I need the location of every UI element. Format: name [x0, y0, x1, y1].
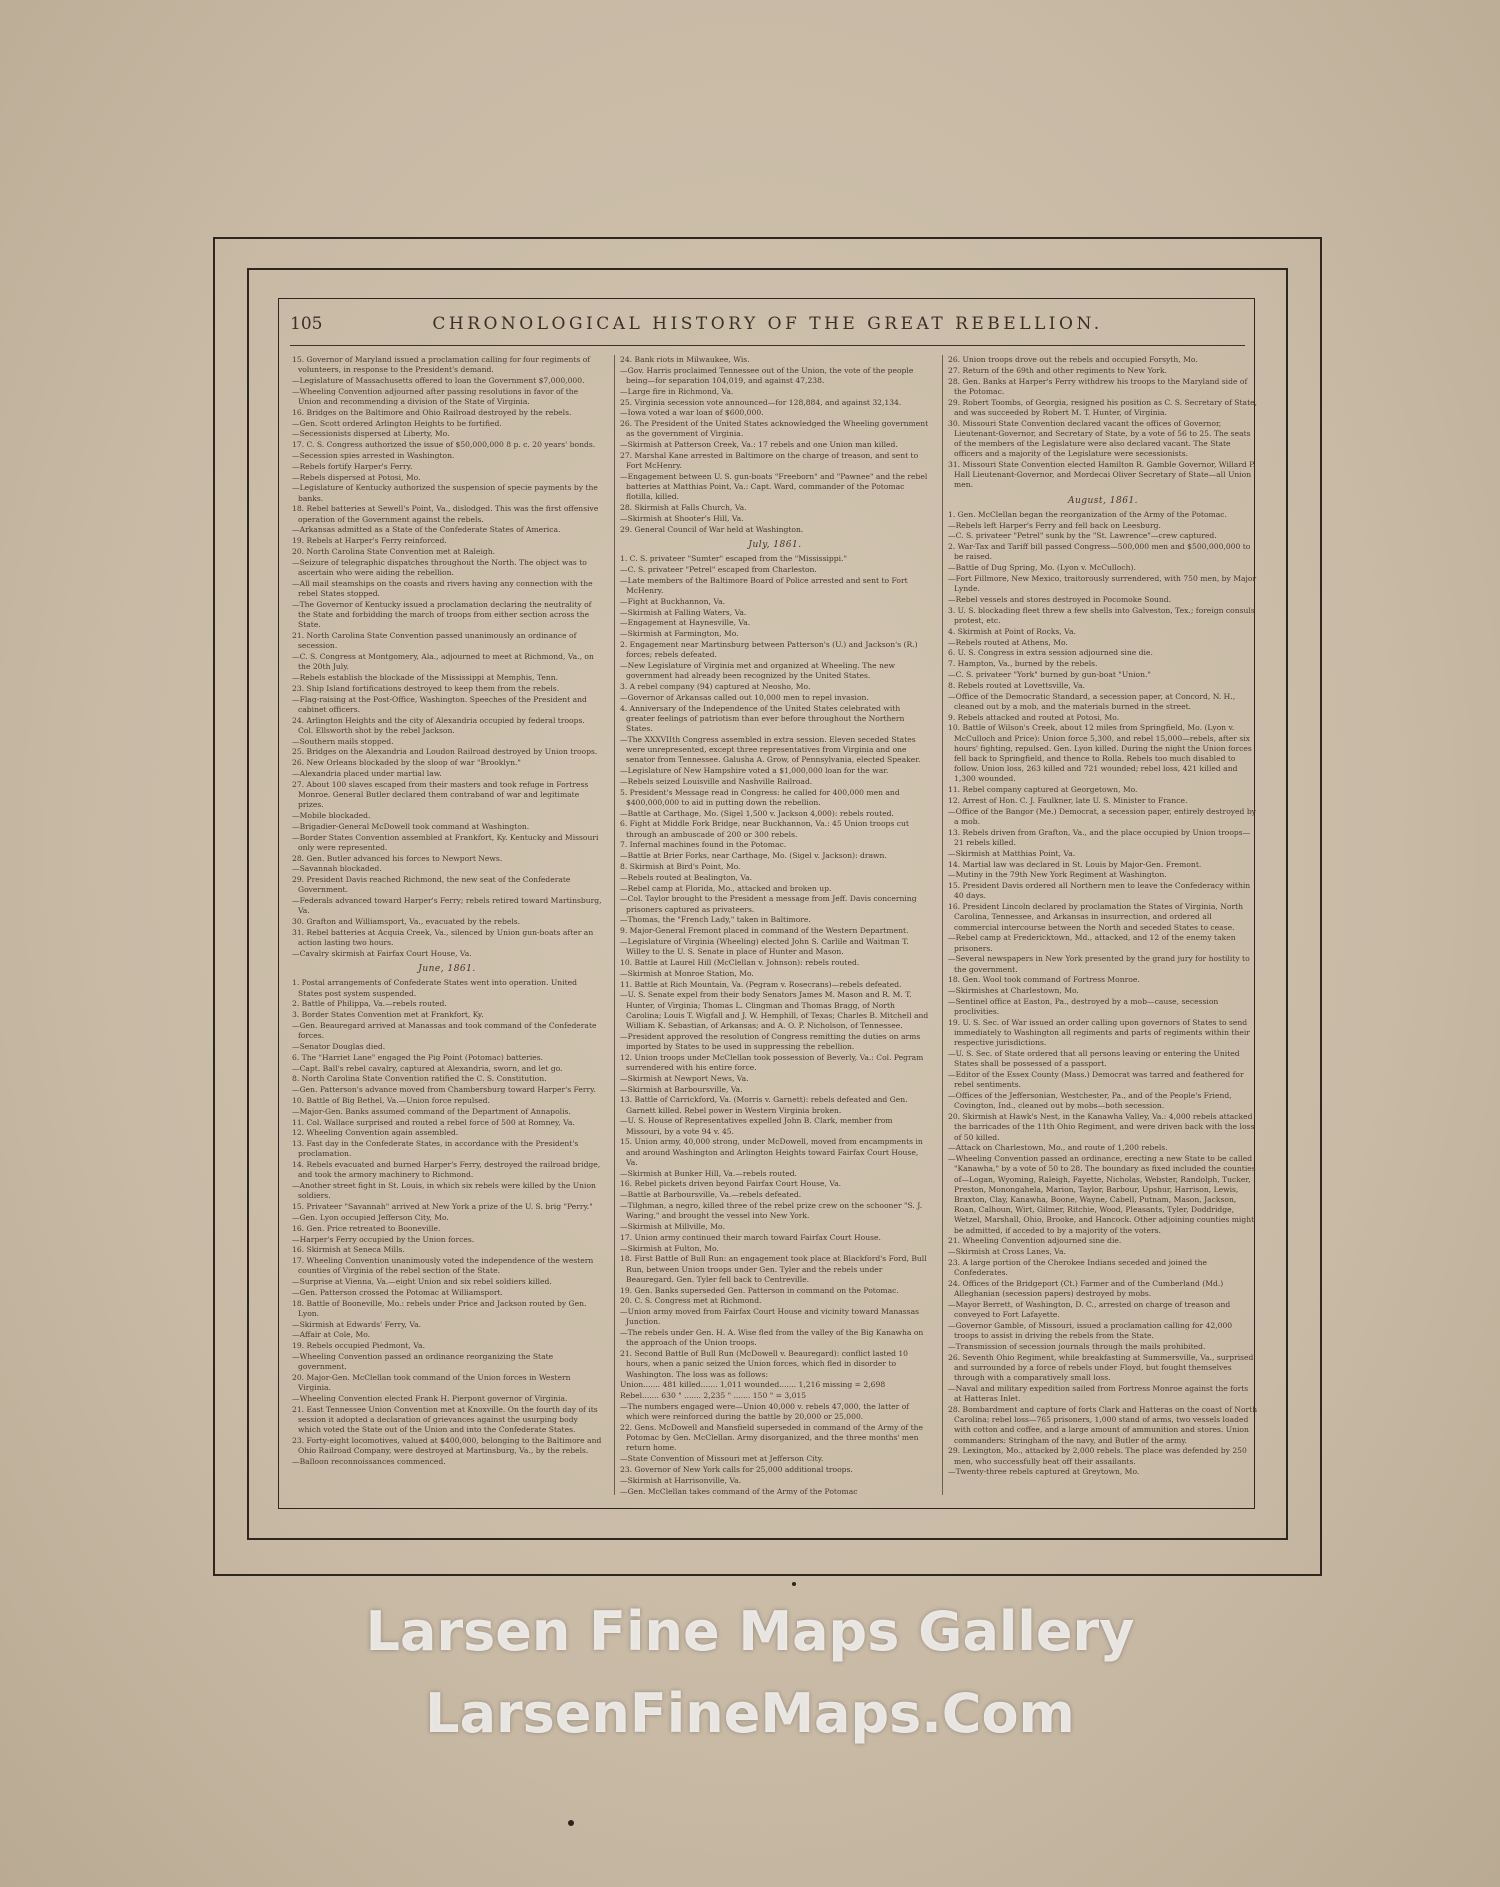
chronology-entry: 8. North Carolina State Convention ratified the C. S. Constitution.: [292, 1074, 547, 1084]
chronology-entry: 27. About 100 slaves escaped from their masters and took refuge in Fortress Monroe. General Butler declared them contraband of war and legitimate prizes.: [292, 779, 589, 810]
chronology-entry: 16. Gen. Price retreated to Booneville.: [292, 1223, 441, 1233]
chronology-entry: —Skirmish at Falling Waters, Va.: [620, 607, 747, 617]
chronology-entry: 23. Forty-eight locomotives, valued at $400,000, belonging to the Baltimore and Ohio Railroad Company, were destroyed at Martinsburg, Va., by the rebels.: [292, 1436, 602, 1456]
chronology-entry: —Skirmish at Fulton, Mo.: [620, 1243, 719, 1253]
chronology-entry: 6. The "Harriet Lane" engaged the Pig Point (Potomac) batteries.: [292, 1052, 544, 1062]
chronology-entry: —Transmission of secession journals through the mails prohibited.: [948, 1341, 1206, 1351]
chronology-entry: 20. North Carolina State Convention met at Raleigh.: [292, 546, 496, 556]
page-title: CHRONOLOGICAL HISTORY OF THE GREAT REBELLION.: [432, 314, 1103, 334]
chronology-entry: 15. Union army, 40,000 strong, under McDowell, moved from encampments in and around Washington and Arlington Heights toward Fairfax Court House, Va.: [620, 1137, 923, 1167]
chronology-entry: 28. Gen. Butler advanced his forces to Newport News.: [292, 853, 503, 863]
chronology-entry: 26. Seventh Ohio Regiment, while breakfasting at Summersville, Va., surprised and surrounded by a force of rebels under Floyd, but fought themselves through with a comparatively small loss.: [948, 1352, 1254, 1383]
chronology-entry: 28. Gen. Banks at Harper's Ferry withdrew his troops to the Maryland side of the Potomac.: [948, 376, 1248, 396]
chronology-entry: 29. President Davis reached Richmond, the new seat of the Confederate Government.: [292, 875, 571, 895]
chronology-entry: 13. Rebels driven from Grafton, Va., and the place occupied by Union troops—21 rebels killed.: [948, 827, 1251, 847]
chronology-entry: 15. Privateer "Savannah" arrived at New York a prize of the U. S. brig "Perry.": [292, 1202, 593, 1212]
month-heading: July, 1861.: [748, 539, 802, 550]
chronology-entry: —Another street fight in St. Louis, in which six rebels were killed by the Union soldiers.: [292, 1181, 596, 1201]
chronology-entry: 26. New Orleans blockaded by the sloop of war "Brooklyn.": [292, 758, 521, 768]
chronology-entry: —Brigadier-General McDowell took command at Washington.: [292, 821, 530, 831]
chronology-entry: 4. Skirmish at Point of Rocks, Va.: [948, 626, 1076, 636]
chronology-entry: —Skirmish at Harrisonville, Va.: [620, 1475, 742, 1485]
chronology-entry: —Sentinel office at Easton, Pa., destroyed by a mob—cause, secession proclivities.: [948, 996, 1219, 1017]
chronology-entry: —Mutiny in the 79th New York Regiment at Washington.: [948, 870, 1167, 880]
column-3: [948, 355, 1258, 1495]
chronology-entry: 3. Border States Convention met at Frankfort, Ky.: [292, 1010, 484, 1020]
chronology-entry: —Rebels routed at Bealington, Va.: [620, 872, 753, 882]
chronology-entry: —Governor Gamble, of Missouri, issued a proclamation calling for 42,000 troops to assist in driving the rebels from the State.: [948, 1320, 1233, 1341]
chronology-entry: —Seizure of telegraphic dispatches throughout the North. The object was to ascertain who were aiding the rebellion.: [292, 557, 587, 577]
chronology-entry: —Skirmish at Monroe Station, Mo.: [620, 968, 754, 978]
chronology-entry: Union....... 481 killed....... 1,011 wounded....... 1,216 missing = 2,698: [620, 1380, 886, 1390]
chronology-entry: 18. Gen. Wool took command of Fortress Monroe.: [948, 975, 1140, 985]
chronology-entry: 18. Rebel batteries at Sewell's Point, Va., dislodged. This was the first offensive operation of the Government against the rebels.: [292, 504, 599, 524]
chronology-entry: —C. S. Congress at Montgomery, Ala., adjourned to meet at Richmond, Va., on the 20th July.: [292, 651, 594, 672]
chronology-entry: —Capt. Ball's rebel cavalry, captured at Alexandria, sworn, and let go.: [292, 1063, 563, 1073]
chronology-entry: 11. Battle at Rich Mountain, Va. (Pegram v. Rosecrans)—rebels defeated.: [620, 979, 902, 989]
chronology-entry: 2. Engagement near Martinsburg between Patterson's (U.) and Jackson's (R.) forces; rebels defeated.: [620, 639, 918, 660]
chronology-entry: —Secession spies arrested in Washington.: [292, 450, 455, 460]
chronology-entry: 15. President Davis ordered all Northern men to leave the Confederacy within 40 days.: [948, 881, 1251, 901]
chronology-entry: 21. East Tennessee Union Convention met at Knoxville. On the fourth day of its session it adopted a declaration of grievances against the usurping body which voted the State out of the Union and into the Confederate States.: [292, 1404, 598, 1435]
chronology-entry: 19. Gen. Banks superseded Gen. Patterson in command on the Potomac.: [620, 1285, 899, 1295]
chronology-entry: —Mayor Berrett, of Washington, D. C., arrested on charge of treason and conveyed to Fort Lafayette.: [948, 1299, 1231, 1320]
chronology-entry: 9. Rebels attacked and routed at Potosi, Mo.: [948, 712, 1120, 722]
chronology-entry: 16. Bridges on the Baltimore and Ohio Railroad destroyed by the rebels.: [292, 407, 572, 417]
chronology-entry: 13. Battle of Carrickford, Va. (Morris v. Garnett): rebels defeated and Gen. Garnett killed. Rebel power in Western Virginia broken.: [620, 1095, 908, 1115]
chronology-entry: —Office of the Bangor (Me.) Democrat, a secession paper, entirely destroyed by a mob.: [948, 806, 1256, 826]
chronology-entry: —Skirmish at Newport News, Va.: [620, 1073, 749, 1083]
chronology-entry: —Arkansas admitted as a State of the Confederate States of America.: [292, 525, 561, 535]
chronology-entry: 7. Hampton, Va., burned by the rebels.: [948, 659, 1098, 669]
chronology-entry: 29. Robert Toombs, of Georgia, resigned his position as C. S. Secretary of State, and was succeeded by Robert M. T. Hunter, of Virginia.: [948, 397, 1258, 417]
chronology-entry: —Several newspapers in New York presented by the grand jury for hostility to the government.: [948, 954, 1250, 974]
chronology-entry: 27. Return of the 69th and other regiments to New York.: [948, 365, 1168, 375]
chronology-entry: —Gov. Harris proclaimed Tennessee out of the Union, the vote of the people being—for separation 104,019, and against 47,238.: [620, 365, 914, 385]
chronology-entry: —The Governor of Kentucky issued a proclamation declaring the neutrality of the State and forbidding the march of troops from either section across the State.: [292, 599, 592, 630]
chronology-entry: 17. Wheeling Convention unanimously voted the independence of the western counties of Virginia of the rebel section of the State.: [292, 1256, 594, 1276]
chronology-entry: 9. Major-General Fremont placed in command of the Western Department.: [620, 926, 909, 936]
column-1: [292, 355, 602, 1495]
chronology-entry: 10. Battle of Big Bethel, Va.—Union force repulsed.: [292, 1095, 490, 1105]
chronology-entry: —Rebel camp at Fredericktown, Md., attacked, and 12 of the enemy taken prisoners.: [948, 933, 1236, 953]
chronology-entry: 31. Missouri State Convention elected Hamilton R. Gamble Governor, Willard P. Hall Lieutenant-Governor, and Mordecai Oliver Secretary of State—all Union men.: [948, 460, 1256, 490]
chronology-entry: —Fort Fillmore, New Mexico, traitorously surrendered, with 750 men, by Major Lynde.: [948, 574, 1257, 594]
chronology-entry: —Naval and military expedition sailed from Fortress Monroe against the forts at Hatteras Inlet.: [948, 1383, 1249, 1404]
column-2: [620, 355, 930, 1495]
chronology-entry: —Battle at Brier Forks, near Carthage, Mo. (Sigel v. Jackson): drawn.: [620, 851, 887, 861]
chronology-entry: 7. Infernal machines found in the Potomac.: [620, 840, 787, 850]
chronology-entry: 20. Major-Gen. McClellan took command of the Union forces in Western Virginia.: [292, 1373, 571, 1393]
chronology-entry: —Large fire in Richmond, Va.: [620, 386, 734, 396]
chronology-entry: 19. U. S. Sec. of War issued an order calling upon governors of States to send immediately to Washington all regiments and parts of regiments within their respective jurisdictions.: [948, 1017, 1250, 1048]
chronology-entry: 29. Lexington, Mo., attacked by 2,000 rebels. The place was defended by 250 men, who successfully beat off their assailants.: [948, 1446, 1247, 1466]
chronology-entry: 12. Union troops under McClellan took possession of Beverly, Va.: Col. Pegram surrendered with his entire force.: [620, 1052, 924, 1072]
chronology-entry: 18. First Battle of Bull Run: an engagement took place at Blackford's Ford, Bull Run, between Union troops under Gen. Tyler and the rebels under Beauregard. Gen. Tyler fell back to Centreville.: [620, 1254, 927, 1284]
paper-spot: [568, 1820, 574, 1826]
chronology-entry: —Rebels fortify Harper's Ferry.: [292, 461, 413, 471]
chronology-entry: —Skirmish at Matthias Point, Va.: [948, 848, 1076, 858]
chronology-entry: —Wheeling Convention passed an ordinance reorganizing the State government.: [292, 1352, 554, 1372]
chronology-entry: —Union army moved from Fairfax Court House and vicinity toward Manassas Junction.: [620, 1307, 920, 1327]
chronology-entry: 24. Bank riots in Milwaukee, Wis.: [620, 355, 750, 364]
chronology-entry: 12. Arrest of Hon. C. J. Faulkner, late U. S. Minister to France.: [948, 795, 1188, 805]
chronology-entry: —Wheeling Convention elected Frank H. Pierpont governor of Virginia.: [292, 1394, 568, 1404]
chronology-entry: —Cavalry skirmish at Fairfax Court House, Va.: [292, 948, 472, 958]
chronology-entry: —U. S. House of Representatives expelled John B. Clark, member from Missouri, by a vote 94 v. 45.: [620, 1116, 893, 1136]
chronology-entry: 19. Rebels at Harper's Ferry reinforced.: [292, 536, 447, 546]
page-header: [290, 314, 1245, 342]
chronology-entry: 17. C. S. Congress authorized the issue of $50,000,000 8 p. c. 20 years' bonds.: [292, 440, 596, 450]
column-divider: [942, 355, 943, 1495]
chronology-entry: —Skirmish at Barboursville, Va.: [620, 1084, 743, 1094]
chronology-entry: —Secessionists dispersed at Liberty, Mo.: [292, 429, 450, 439]
chronology-entry: Rebel....... 630 " ....... 2,235 " ....... 150 " = 3,015: [620, 1391, 807, 1401]
chronology-entry: —Federals advanced toward Harper's Ferry; rebels retired toward Martinsburg, Va.: [292, 896, 602, 916]
chronology-entry: 20. Skirmish at Hawk's Nest, in the Kanawha Valley, Va.: 4,000 rebels attacked the barricades of the 11th Ohio Regiment, and were driven back with the loss of 50 killed.: [948, 1112, 1255, 1142]
chronology-entry: —Iowa voted a war loan of $600,000.: [620, 408, 764, 418]
chronology-entry: 6. Fight at Middle Fork Bridge, near Buckhannon, Va.: 45 Union troops cut through an ambuscade of 200 or 300 rebels.: [620, 819, 909, 839]
chronology-entry: —Late members of the Baltimore Board of Police arrested and sent to Fort McHenry.: [620, 575, 908, 595]
chronology-entry: —Twenty-three rebels captured at Greytown, Mo.: [948, 1467, 1140, 1477]
chronology-entry: —Skirmish at Edwards' Ferry, Va.: [292, 1319, 422, 1329]
chronology-entry: 27. Marshal Kane arrested in Baltimore on the charge of treason, and sent to Fort McHenry.: [620, 450, 919, 471]
chronology-entry: 21. Second Battle of Bull Run (McDowell v. Beauregard): conflict lasted 10 hours, when a panic seized the Union forces, which fled in disorder to Washington. The loss was as follows:: [620, 1349, 909, 1379]
chronology-entry: 24. Arlington Heights and the city of Alexandria occupied by federal troops. Col. Ellsworth shot by the rebel Jackson.: [292, 715, 585, 735]
chronology-entry: —Rebels establish the blockade of the Mississippi at Memphis, Tenn.: [292, 672, 559, 682]
chronology-entry: 23. Ship Island fortifications destroyed to keep them from the rebels.: [292, 683, 560, 693]
chronology-entry: 20. C. S. Congress met at Richmond.: [620, 1296, 762, 1306]
chronology-entry: —Rebel vessels and stores destroyed in Pocomoke Sound.: [948, 595, 1172, 604]
chronology-entry: —Legislature of Virginia (Wheeling) elected John S. Carlile and Waitman T. Willey to the U. S. Senate in place of Hunter and Mason.: [620, 936, 909, 957]
chronology-entry: —Gen. Patterson's advance moved from Chambersburg toward Harper's Ferry.: [292, 1085, 596, 1095]
chronology-entry: 24. Offices of the Bridgeport (Ct.) Farmer and of the Cumberland (Md.) Alleghanian (secession papers) destroyed by mobs.: [948, 1278, 1224, 1299]
chronology-entry: 30. Grafton and Williamsport, Va., evacuated by the rebels.: [292, 917, 521, 927]
chronology-entry: —The XXXVIIth Congress assembled in extra session. Eleven seceded States were unrepresented, except three representatives from Virginia and one senator from Tennessee. Galusha A. Grow, of Pennsylvania, elected Speaker.: [620, 734, 921, 765]
chronology-entry: —Flag-raising at the Post-Office, Washington. Speeches of the President and cabinet officers.: [292, 694, 587, 714]
chronology-entry: —C. S. privateer "Petrel" sunk by the "St. Lawrence"—crew captured.: [948, 531, 1217, 541]
chronology-entry: 21. Wheeling Convention adjourned sine die.: [948, 1236, 1122, 1246]
chronology-entry: 29. General Council of War held at Washington.: [620, 524, 804, 534]
chronology-entry: 3. U. S. blockading fleet threw a few shells into Galveston, Tex.; foreign consuls protest, etc.: [948, 605, 1255, 625]
chronology-entry: —U. S. Sec. of State ordered that all persons leaving or entering the United States shall be possessed of a passport.: [948, 1049, 1240, 1069]
chronology-entry: —Rebels left Harper's Ferry and fell back on Leesburg.: [948, 520, 1161, 530]
month-heading: August, 1861.: [1067, 495, 1139, 506]
month-heading: June, 1861.: [418, 964, 476, 975]
chronology-entry: 18. Battle of Booneville, Mo.: rebels under Price and Jackson routed by Gen. Lyon.: [292, 1298, 587, 1318]
chronology-entry: 2. War-Tax and Tariff bill passed Congress—500,000 men and $500,000,000 to be raised.: [948, 542, 1251, 562]
chronology-entry: —Gen. Beauregard arrived at Manassas and took command of the Confederate forces.: [292, 1020, 597, 1041]
chronology-entry: 10. Battle at Laurel Hill (McClellan v. Johnson): rebels routed.: [620, 957, 860, 967]
chronology-entry: —C. S. privateer "York" burned by gun-boat "Union.": [948, 669, 1151, 679]
chronology-entry: —Skirmish at Millville, Mo.: [620, 1221, 725, 1231]
chronology-entry: —Senator Douglas died.: [292, 1041, 386, 1051]
chronology-entry: —Attack on Charlestown, Mo., and route of 1,200 rebels.: [948, 1143, 1168, 1153]
chronology-entry: —Legislature of New Hampshire voted a $1,000,000 loan for the war.: [620, 765, 889, 775]
chronology-entry: 31. Rebel batteries at Acquia Creek, Va., silenced by Union gun-boats after an action lasting two hours.: [292, 927, 594, 948]
chronology-entry: —Editor of the Essex County (Mass.) Democrat was tarred and feathered for rebel sentiments.: [948, 1070, 1244, 1090]
chronology-entry: 2. Battle of Philippa, Va.—rebels routed.: [292, 999, 447, 1009]
chronology-entry: 13. Fast day in the Confederate States, in accordance with the President's proclamation.: [292, 1139, 579, 1159]
chronology-entry: —Surprise at Vienna, Va.—eight Union and six rebel soldiers killed.: [292, 1277, 552, 1287]
chronology-entry: —Battle of Dug Spring, Mo. (Lyon v. McCulloch).: [948, 563, 1136, 573]
chronology-entry: —Battle at Carthage, Mo. (Sigel 1,500 v. Jackson 4,000): rebels routed.: [620, 808, 894, 818]
chronology-entry: —Rebels seized Louisville and Nashville Railroad.: [620, 776, 813, 786]
chronology-entry: 26. Union troops drove out the rebels and occupied Forsyth, Mo.: [948, 355, 1198, 364]
watermark-line-1: Larsen Fine Maps Gallery: [365, 1600, 1135, 1663]
chronology-entry: 22. Gens. McDowell and Mansfield superseded in command of the Army of the Potomac by Gen. McClellan. Army disorganized, and the three months' men return home.: [620, 1422, 924, 1453]
chronology-entry: —Engagement between U. S. gun-boats "Freeborn" and "Pawnee" and the rebel batteries at Matthias Point, Va.: Capt. Ward, commander of the Potomac flotilla, killed.: [620, 471, 928, 502]
chronology-entry: 30. Missouri State Convention declared vacant the offices of Governor, Lieutenant-Governor, and Secretary of State, by a vote of 56 to 25. The seats of the members of the Legislature were also declared vacant. The State officers and a majority of the Legislature were secessionists.: [948, 418, 1251, 459]
chronology-entry: —Alexandria placed under martial law.: [292, 768, 442, 778]
chronology-entry: 1. Postal arrangements of Confederate States went into operation. United States post system suspended.: [292, 978, 578, 998]
chronology-entry: —Rebels routed at Athens, Mo.: [948, 637, 1068, 647]
page-number: 105: [290, 314, 323, 334]
chronology-entry: —Thomas, the "French Lady," taken in Baltimore.: [620, 915, 811, 925]
chronology-entry: 6. U. S. Congress in extra session adjourned sine die.: [948, 648, 1153, 658]
chronology-entry: 4. Anniversary of the Independence of the United States celebrated with greater feelings of patriotism than ever before throughout the Northern States.: [620, 703, 905, 733]
chronology-entry: 26. The President of the United States acknowledged the Wheeling government as the government of Virginia.: [620, 419, 929, 439]
chronology-entry: —C. S. privateer "Petrel" escaped from Charleston.: [620, 564, 817, 574]
chronology-entry: 10. Battle of Wilson's Creek, about 12 miles from Springfield, Mo. (Lyon v. McCulloch and Price): Union force 5,300, and rebel 15,000—rebels, after six hours' fighting, repulsed. Gen. Lyon killed. During the night the Union forces fell back to Springfield, and thence to Rolla. Rebels too much disabled to follow. Union loss, 263 killed and 721 wounded; rebel loss, 421 killed and 1,300 wounded.: [948, 723, 1252, 784]
chronology-entry: 14. Martial law was declared in St. Louis by Major-Gen. Fremont.: [948, 859, 1202, 869]
chronology-entry: —Legislature of Kentucky authorized the suspension of specie payments by the banks.: [292, 483, 598, 503]
chronology-entry: —Battle at Barboursville, Va.—rebels defeated.: [620, 1190, 802, 1200]
watermark-line-2: LarsenFineMaps.Com: [425, 1682, 1075, 1745]
chronology-entry: —Governor of Arkansas called out 10,000 men to repel invasion.: [620, 692, 869, 702]
chronology-entry: —Gen. Lyon occupied Jefferson City, Mo.: [292, 1212, 449, 1222]
paper-spot: [792, 1582, 796, 1586]
chronology-entry: —Skirmish at Shooter's Hill, Va.: [620, 513, 744, 523]
chronology-entry: —The numbers engaged were—Union 40,000 v. rebels 47,000, the latter of which were reinforced during the battle by 20,000 or 25,000.: [620, 1401, 910, 1422]
chronology-entry: —Harper's Ferry occupied by the Union forces.: [292, 1234, 475, 1244]
chronology-entry: —Savannah blockaded.: [292, 864, 382, 874]
chronology-entry: —Rebels dispersed at Potosi, Mo.: [292, 472, 421, 482]
chronology-entry: 8. Rebels routed at Lovettsville, Va.: [948, 680, 1085, 690]
chronology-entry: —Major-Gen. Banks assumed command of the Department of Annapolis.: [292, 1106, 571, 1116]
chronology-entry: 25. Bridges on the Alexandria and Loudon Railroad destroyed by Union troops.: [292, 747, 598, 757]
chronology-entry: —Skirmish at Cross Lanes, Va.: [948, 1247, 1066, 1257]
chronology-entry: 8. Skirmish at Bird's Point, Mo.: [620, 861, 741, 871]
chronology-entry: 28. Skirmish at Falls Church, Va.: [620, 503, 747, 513]
chronology-entry: 11. Col. Wallace surprised and routed a rebel force of 500 at Romney, Va.: [292, 1117, 575, 1127]
chronology-entry: —Engagement at Haynesville, Va.: [620, 618, 751, 628]
chronology-entry: —Gen. Patterson crossed the Potomac at Williamsport.: [292, 1287, 503, 1297]
chronology-entry: —Gen. Scott ordered Arlington Heights to be fortified.: [292, 418, 502, 428]
chronology-entry: —The rebels under Gen. H. A. Wise fled from the valley of the Big Kanawha on the approach of the Union troops.: [620, 1328, 924, 1348]
header-rule: [290, 345, 1245, 346]
chronology-entry: —Skirmish at Bunker Hill, Va.—rebels routed.: [620, 1168, 797, 1178]
chronology-entry: 23. Governor of New York calls for 25,000 additional troops.: [620, 1464, 853, 1474]
chronology-entry: —President approved the resolution of Congress remitting the duties on arms imported by States to be used in suppressing the rebellion.: [620, 1031, 921, 1051]
chronology-entry: —Col. Taylor brought to the President a message from Jeff. Davis concerning prisoners captured as privateers.: [620, 894, 917, 914]
chronology-entry: 16. Rebel pickets driven beyond Fairfax Court House, Va.: [620, 1179, 842, 1189]
chronology-entry: 12. Wheeling Convention again assembled.: [292, 1128, 459, 1138]
chronology-entry: 19. Rebels occupied Piedmont, Va.: [292, 1341, 425, 1351]
chronology-entry: —Border States Convention assembled at Frankfort, Ky. Kentucky and Missouri only were represented.: [292, 832, 599, 852]
chronology-entry: —Rebel camp at Florida, Mo., attacked and broken up.: [620, 883, 832, 893]
chronology-entry: 28. Bombardment and capture of forts Clark and Hatteras on the coast of North Carolina; rebel loss—765 prisoners, 1,000 stand of arms, two vessels loaded with cotton and coffee, and a large amount of ammunition and stores. Union commanders: Stringham of the navy, and Butler of the army.: [948, 1404, 1258, 1445]
chronology-entry: —Gen. McClellan takes command of the Army of the Potomac: [620, 1486, 858, 1495]
chronology-entry: —Wheeling Convention adjourned after passing resolutions in favor of the Union and recommending a division of the State of Virginia.: [292, 386, 579, 406]
chronology-entry: 17. Union army continued their march toward Fairfax Court House.: [620, 1232, 881, 1242]
chronology-entry: —Wheeling Convention passed an ordinance, erecting a new State to be called "Kanawha," by a vote of 50 to 28. The boundary as fixed included the counties of—Logan, Wyoming, Raleigh, Fayette, Nicholas, Webster, Randolph, Tucker, Preston, Monongahela, Marion, Taylor, Barbour, Upshur, Harrison, Lewis, Braxton, Clay, Kanawha, Boone, Wayne, Cabell, Putnam, Mason, Jackson, Roan, Calhoun, Wirt, Gilmer, Ritchie, Wood, Pleasants, Tyler, Doddridge, Wetzel, Marshall, Ohio, Brooke, and Hancock. Other adjoining counties might be admitted, if acceded to by a majority of the voters.: [948, 1154, 1256, 1235]
chronology-entry: —Balloon reconnoissances commenced.: [292, 1457, 446, 1467]
chronology-entry: —Skirmish at Farmington, Mo.: [620, 629, 739, 639]
column-divider: [614, 355, 615, 1495]
chronology-entry: —Skirmish at Patterson Creek, Va.: 17 rebels and one Union man killed.: [620, 440, 898, 450]
chronology-entry: —U. S. Senate expel from their body Senators James M. Mason and R. M. T. Hunter, of Virginia; Thomas L. Clingman and Thomas Bragg, of North Carolina; Louis T. Wigfall and J. W. Hemphill, of Texas; Charles B. Mitchell and William K. Sebastian, of Arkansas; and A. O. P. Nicholson, of Tennessee.: [620, 990, 929, 1030]
chronology-entry: 15. Governor of Maryland issued a proclamation calling for four regiments of volunteers, in response to the President's demand.: [292, 355, 591, 375]
chronology-entry: —Fight at Buckhannon, Va.: [620, 596, 726, 606]
chronology-entry: —Southern mails stopped.: [292, 736, 394, 746]
chronology-entry: 16. President Lincoln declared by proclamation the States of Virginia, North Carolina, Tennessee, and Arkansas in insurrection, and ordered all commercial intercourse between the North and seceded States to cease.: [948, 902, 1244, 932]
chronology-entry: 23. A large portion of the Cherokee Indians seceded and joined the Confederates.: [948, 1257, 1208, 1278]
chronology-entry: —Affair at Cole, Mo.: [292, 1330, 371, 1340]
chronology-entry: —Offices of the Jeffersonian, Westchester, Pa., and of the People's Friend, Covington, Ind., cleaned out by mobs—both secession.: [948, 1091, 1232, 1111]
chronology-entry: 3. A rebel company (94) captured at Neosho, Mo.: [620, 681, 811, 691]
chronology-entry: 16. Skirmish at Seneca Mills.: [292, 1245, 405, 1255]
chronology-entry: —All mail steamships on the coasts and rivers having any connection with the rebel States stopped.: [292, 578, 593, 598]
chronology-entry: —Tilghman, a negro, killed three of the rebel prize crew on the schooner "S. J. Waring," and brought the vessel into New York.: [620, 1200, 923, 1221]
chronology-entry: 25. Virginia secession vote announced—for 128,884, and against 32,134.: [620, 397, 902, 407]
chronology-entry: 14. Rebels evacuated and burned Harper's Ferry, destroyed the railroad bridge, and took the armory machinery to Richmond.: [292, 1160, 601, 1180]
chronology-entry: —State Convention of Missouri met at Jefferson City.: [620, 1454, 824, 1464]
chronology-entry: —Legislature of Massachusetts offered to loan the Government $7,000,000.: [292, 376, 585, 385]
chronology-entry: 1. C. S. privateer "Sumter" escaped from the "Mississippi.": [620, 554, 847, 564]
chronology-entry: 21. North Carolina State Convention passed unanimously an ordinance of secession.: [292, 630, 577, 651]
chronology-entry: —Mobile blockaded.: [292, 810, 371, 820]
chronology-entry: —Skirmishes at Charlestown, Mo.: [948, 986, 1079, 996]
chronology-entry: 11. Rebel company captured at Georgetown, Mo.: [948, 785, 1138, 795]
chronology-entry: 1. Gen. McClellan began the reorganization of the Army of the Potomac.: [948, 509, 1227, 519]
chronology-entry: —New Legislature of Virginia met and organized at Wheeling. The new government had already been recognized by the United States.: [620, 660, 895, 681]
chronology-entry: 5. President's Message read in Congress: he called for 400,000 men and $400,000,000 to aid in putting down the rebellion.: [620, 787, 900, 807]
chronology-entry: —Office of the Democratic Standard, a secession paper, at Concord, N. H., cleaned out by a mob, and the materials burned in the street.: [948, 691, 1236, 711]
